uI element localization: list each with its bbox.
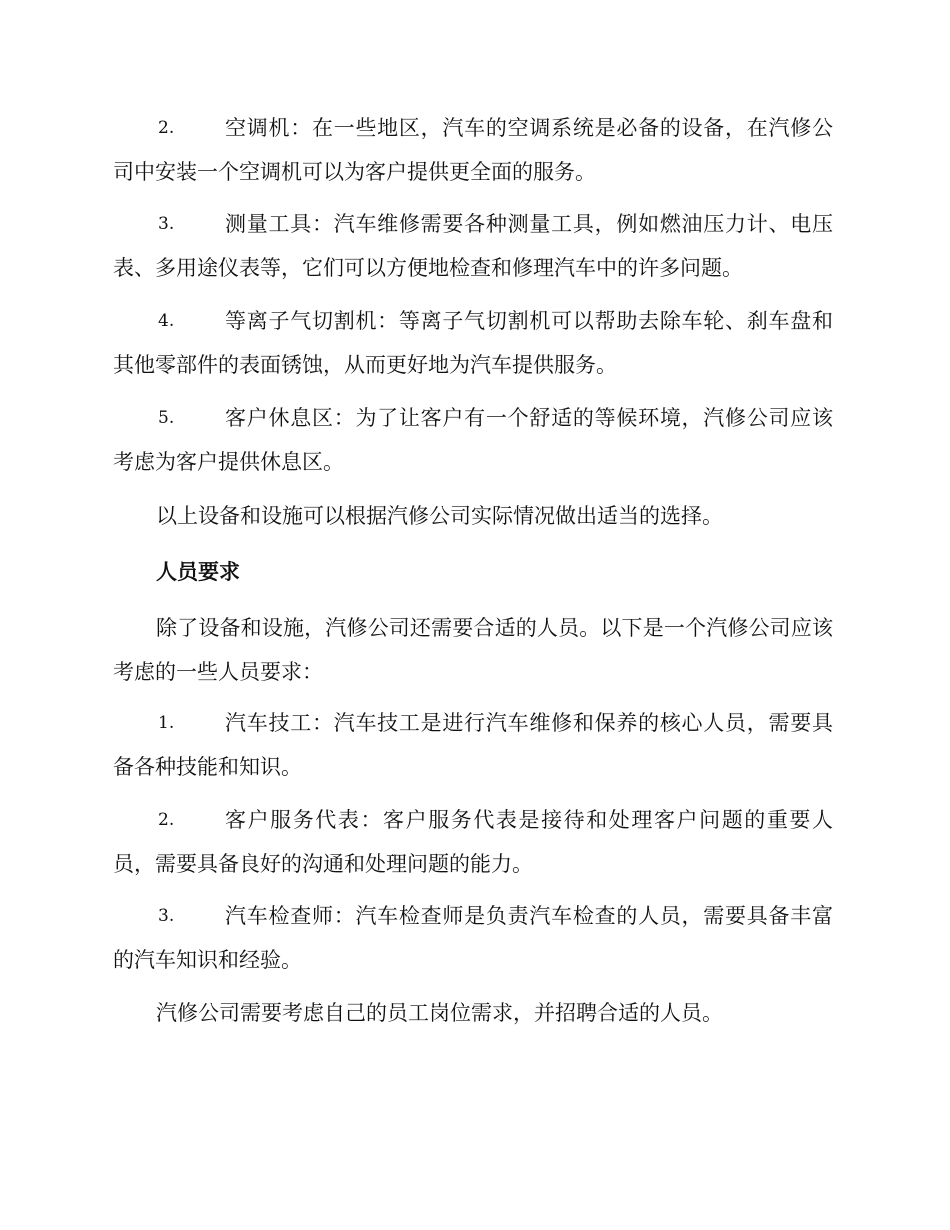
list-item-technician <box>113 701 833 789</box>
list-text: 汽车检查师：汽车检查师是负责汽车检查的人员，需要具备丰富的汽车知识和经验。 <box>113 904 833 972</box>
list-item-customer-service <box>113 798 833 886</box>
list-number: 5. <box>158 408 175 428</box>
list-number: 2. <box>158 118 175 138</box>
list-text: 等离子气切割机：等离子气切割机可以帮助去除车轮、刹车盘和其他零部件的表面锈蚀，从而更好地为汽车提供服务。 <box>113 309 833 377</box>
list-text: 空调机：在一些地区，汽车的空调系统是必备的设备，在汽修公司中安装一个空调机可以为客户提供更全面的服务。 <box>113 116 833 184</box>
list-number: 3. <box>158 906 175 926</box>
personnel-summary-paragraph: 汽修公司需要考虑自己的员工岗位需求，并招聘合适的人员。 <box>156 1001 723 1025</box>
personnel-intro-paragraph: 除了设备和设施，汽修公司还需要合适的人员。以下是一个汽修公司应该考虑的一些人员要求： <box>113 616 833 684</box>
list-item-plasma-cutter <box>113 299 833 387</box>
list-number: 1. <box>158 713 175 733</box>
section-heading: 人员要求 <box>156 559 240 584</box>
list-item-air-conditioner <box>113 106 833 194</box>
list-number: 4. <box>158 311 175 331</box>
list-item-customer-lounge <box>113 396 833 484</box>
list-number: 2. <box>158 810 175 830</box>
list-text: 汽车技工：汽车技工是进行汽车维修和保养的核心人员，需要具备各种技能和知识。 <box>113 711 833 779</box>
list-item-inspector <box>113 894 833 982</box>
list-item-measuring-tools <box>113 202 833 290</box>
equipment-summary-paragraph: 以上设备和设施可以根据汽修公司实际情况做出适当的选择。 <box>156 504 723 528</box>
list-text: 客户休息区：为了让客户有一个舒适的等候环境，汽修公司应该考虑为客户提供休息区。 <box>113 406 833 474</box>
list-number: 3. <box>158 214 175 234</box>
list-text: 测量工具：汽车维修需要各种测量工具，例如燃油压力计、电压表、多用途仪表等，它们可以方便地检查和修理汽车中的许多问题。 <box>113 212 833 280</box>
list-text: 客户服务代表：客户服务代表是接待和处理客户问题的重要人员，需要具备良好的沟通和处理问题的能力。 <box>113 808 833 876</box>
